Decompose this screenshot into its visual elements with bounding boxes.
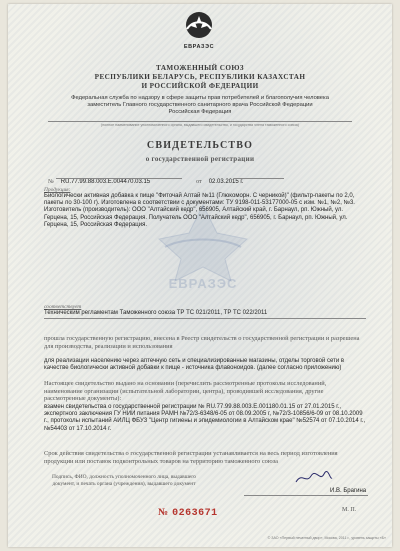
- handwritten-signature: [294, 470, 334, 486]
- usage-scope: для реализации населению через аптечную сеть и специализированные магазины, отделы торговой сети в качестве биологически активной добавки к пище - источника флавоноидов. (далее согласно приложению): [44, 358, 345, 372]
- serial-number-row: [158, 502, 218, 520]
- union-line-1: ТАМОЖЕННЫЙ СОЮЗ: [155, 64, 245, 72]
- number-underline: [56, 178, 182, 179]
- date-underline: [234, 178, 284, 179]
- signatory-name: И.В. Брагина: [330, 488, 367, 494]
- product-label: Продукция:: [44, 187, 71, 193]
- certificate-subtitle: о государственной регистрации: [145, 155, 255, 163]
- certificate-title: СВИДЕТЕЛЬСТВО: [146, 140, 254, 151]
- validity-statement: Срок действия свидетельства о государственной регистрации устанавливается на весь период изготовления продукции или поставок подконтрольных товаров на территорию таможенного союза: [44, 450, 338, 465]
- issuing-country: Российская Федерация: [168, 109, 232, 115]
- seal-mark: М. П.: [342, 507, 357, 513]
- number-sign: №: [48, 179, 54, 185]
- eagle-emblem-icon: [177, 10, 221, 40]
- compliance-text: Техническим регламентам Таможенного союза ТР ТС 021/2011, ТР ТС 022/2011: [44, 310, 268, 316]
- serial-number: 0263671: [172, 508, 218, 519]
- certificate-sheet: [8, 4, 392, 547]
- header-rule: [48, 121, 352, 122]
- issuing-authority: Федеральная служба по надзору в сфере защиты прав потребителей и благополучия человека: [71, 95, 329, 101]
- compliance-rule: [44, 318, 366, 319]
- printer-note: © ЗАО «Первый печатный двор», Москва, 2011 г., уровень защиты «Б»: [267, 536, 386, 540]
- signature-caption: Подпись, ФИО, должность уполномоченного лица, выдавшего документ, и печать органа (учреждения), выдавшего документ: [51, 474, 197, 487]
- eurasec-logo: [177, 10, 221, 50]
- logo-text: ЕВРАЗЭС: [183, 44, 215, 50]
- basis-statement: Настоящее свидетельство выдано на основании (перечислить рассмотренные протоколы исследований, наименование организации (испытательной лаборатории, центра), проводившей исследования, другие рассмотренные документы):: [44, 380, 327, 403]
- union-line-2: РЕСПУБЛИКИ БЕЛАРУСЬ, РЕСПУБЛИКИ КАЗАХСТАН: [94, 73, 306, 81]
- registration-number: RU.77.99.88.003.Е.004470.03.15: [60, 179, 151, 185]
- union-line-3: И РОССИЙСКОЙ ФЕДЕРАЦИИ: [141, 82, 259, 90]
- registration-date: 02.03.2015 г.: [208, 179, 244, 185]
- product-description: Биологически активная добавка к пище "Фиточай Алтай №11 (Глюкоморн. С черникой)" (фильтр-пакеты по 2,0, пакеты по 30-100 г). Изготовлена в соответствии с документами: ТУ 9198-011-53177000-05 с изм. №1, №2, №3. Изготовитель (производитель): ООО "Алтайский кедр", 656905, Алтайский край, г. Барнаул, рп. Южный, ул. Герцена, 15, Российская Федерация. Получатель ООО "Алтайский кедр", 656905, г. Барнаул, рп. Южный, ул. Герцена, 15, Российская Федерация.: [44, 193, 355, 228]
- header-fine-note: (полное наименование уполномоченного органа, выдавшего свидетельство, и государства члена таможенного союза): [101, 123, 299, 127]
- serial-prefix: №: [158, 507, 169, 518]
- watermark-text: ЕВРАЗЭС: [168, 276, 238, 291]
- supporting-documents: взамен свидетельства о государственной регистрации № RU.77.99.88.003.Е.001180.01.15 от 27.01.2015 г., экспертного заключения ГУ НИИ питания РАМН №72/3-6348/6-05 от 08.09.2005 г, №72/3-10856/6-09 от 08.10.2009 г., протоколы испытаний АИЛЦ ФБУЗ "Центр гигиены и эпидемиологии в Алтайском крае" №52574 от 07.10.2014 г., №54403 от 17.10.2014 г.: [44, 404, 366, 432]
- compliance-label: соответствует: [44, 304, 82, 310]
- registration-statement: прошла государственную регистрацию, внесена в Реестр свидетельств о государственной регистрации и разрешена для производства, реализации и использования: [44, 335, 360, 350]
- date-prefix: от: [196, 179, 202, 185]
- signature-rule: [244, 495, 368, 496]
- issuing-deputy: заместитель Главного государственного санитарного врача Российской Федерации: [87, 102, 313, 108]
